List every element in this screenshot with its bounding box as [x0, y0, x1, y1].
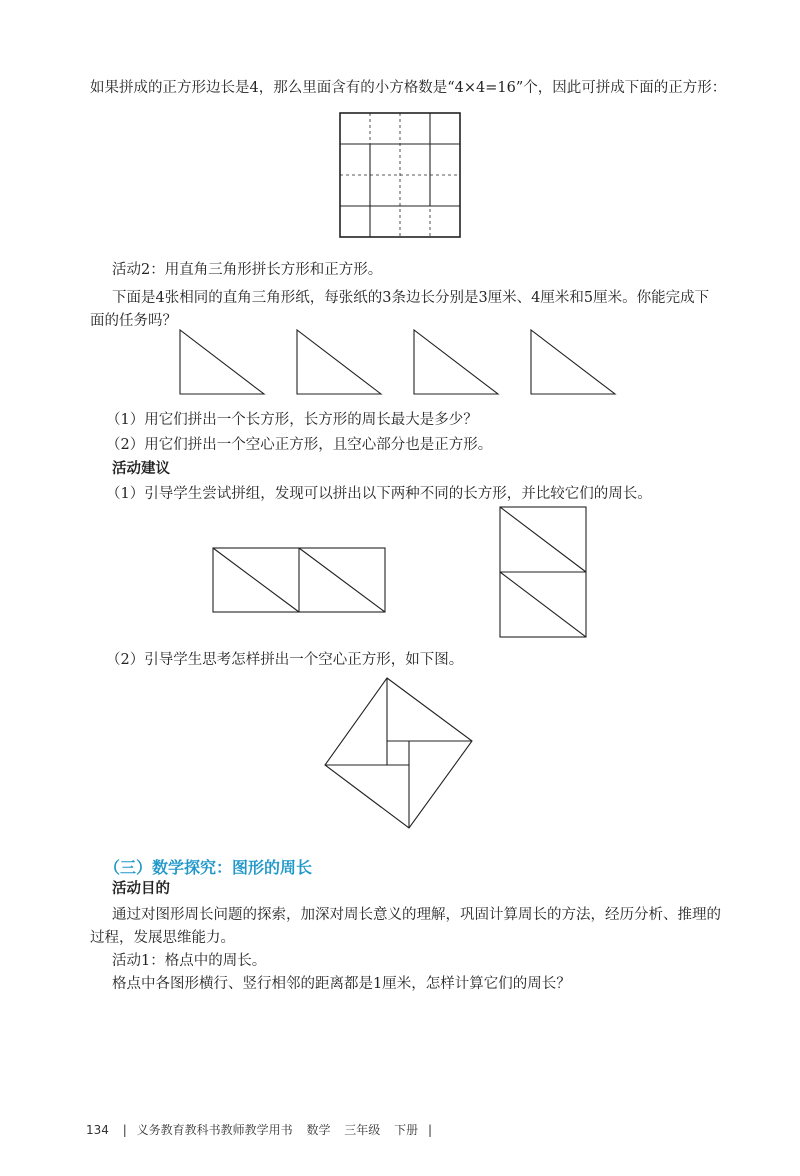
section3-goal-heading: 活动目的	[112, 881, 170, 897]
square-grid-figure	[340, 113, 460, 237]
intro-text: 如果拼成的正方形边长是4，那么里面含有的小方格数是“4×4=16”个，因此可拼成下面的正方形：	[90, 80, 727, 96]
suggestion-s1: （1）引导学生尝试拼组，发现可以拼出以下两种不同的长方形，并比较它们的周长。	[106, 486, 652, 502]
activity2-desc-2: 面的任务吗？	[90, 313, 177, 329]
triangle-4	[531, 330, 615, 394]
activity2-desc-1: 下面是4张相同的直角三角形纸，每张纸的3条边长分别是3厘米、4厘米和5厘米。你能完成下	[112, 290, 710, 306]
section3-goal-1: 通过对图形周长问题的探索，加深对周长意义的理解，巩固计算周长的方法，经历分析、推理的	[112, 907, 721, 923]
suggestion-heading: 活动建议	[112, 461, 170, 477]
page-number: 134	[86, 1123, 109, 1137]
triangle-2	[297, 330, 381, 394]
hollow-square-figure	[325, 678, 473, 830]
triangles-row	[180, 330, 620, 396]
footer-separator-2: |	[427, 1123, 433, 1137]
footer-grade: 三年级	[344, 1123, 381, 1137]
triangle-3	[414, 330, 498, 394]
triangle-1	[180, 330, 264, 394]
section3-goal-2: 过程，发展思维能力。	[90, 930, 235, 946]
section3-title: （三）数学探究：图形的周长	[104, 858, 313, 877]
activity2-q1: （1）用它们拼出一个长方形，长方形的周长最大是多少？	[106, 412, 478, 428]
vertical-rectangle-figure	[500, 507, 586, 639]
section3-activity1: 活动1：格点中的周长。	[112, 953, 267, 969]
activity2-title: 活动2：用直角三角形拼长方形和正方形。	[112, 262, 383, 278]
page-footer	[86, 1121, 432, 1138]
horizontal-rectangle-figure	[213, 548, 385, 614]
section3-activity1-desc: 格点中各图形横行、竖行相邻的距离都是1厘米，怎样计算它们的周长？	[112, 976, 571, 992]
footer-subject: 数学	[306, 1123, 331, 1137]
footer-book-title: 义务教育教科书教师教学用书	[136, 1123, 293, 1137]
suggestion-s2: （2）引导学生思考怎样拼出一个空心正方形，如下图。	[106, 652, 464, 668]
footer-volume: 下册	[394, 1123, 419, 1137]
activity2-q2: （2）用它们拼出一个空心正方形，且空心部分也是正方形。	[106, 437, 493, 453]
footer-separator-1: |	[122, 1123, 127, 1137]
